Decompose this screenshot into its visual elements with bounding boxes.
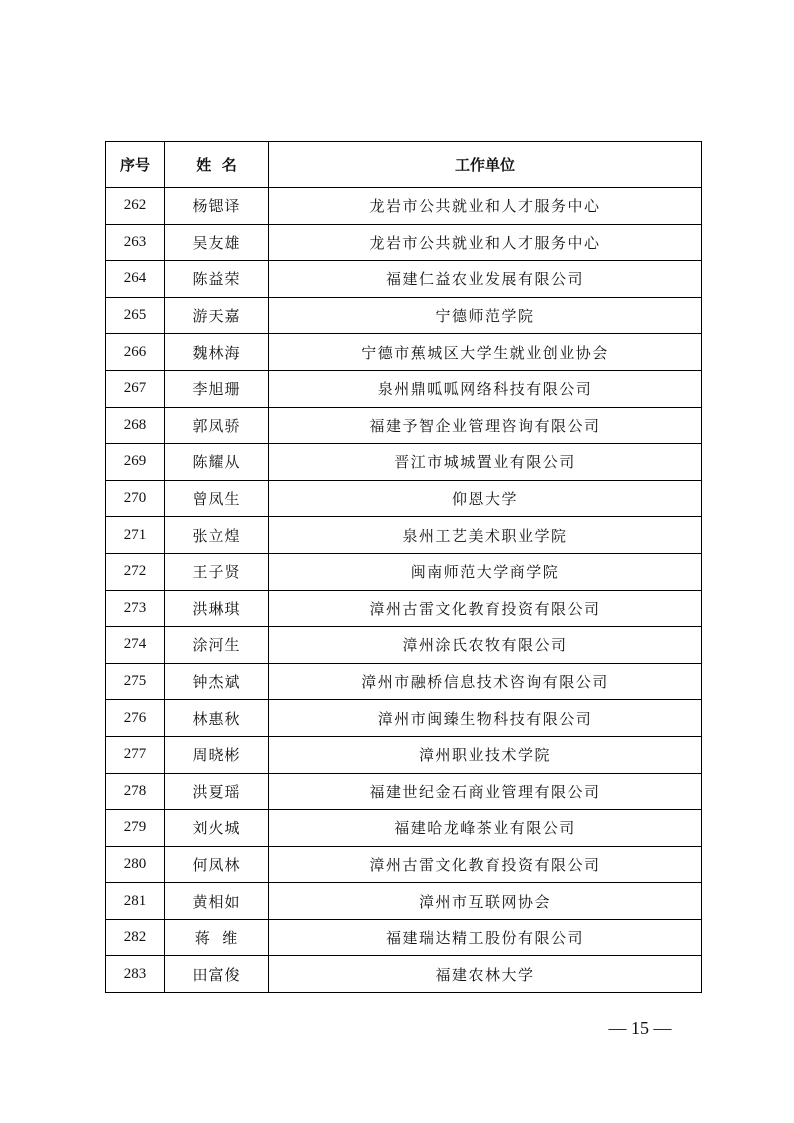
cell-name: 黄相如 [165,883,269,920]
cell-work-unit: 福建农林大学 [269,956,702,993]
cell-name: 游天嘉 [165,297,269,334]
table-row [106,407,702,444]
cell-work-unit: 晋江市城城置业有限公司 [269,444,702,481]
cell-name: 何凤林 [165,846,269,883]
table-row [106,773,702,810]
cell-serial-number: 283 [106,956,165,993]
cell-work-unit: 福建仁益农业发展有限公司 [269,261,702,298]
cell-work-unit: 宁德师范学院 [269,297,702,334]
table-row [106,261,702,298]
table-row [106,883,702,920]
cell-serial-number: 273 [106,590,165,627]
cell-name: 刘火城 [165,810,269,847]
cell-serial-number: 266 [106,334,165,371]
cell-serial-number: 278 [106,773,165,810]
table-body [106,188,702,993]
cell-serial-number: 268 [106,407,165,444]
table-row [106,334,702,371]
cell-name: 林惠秋 [165,700,269,737]
cell-name: 郭凤骄 [165,407,269,444]
table-row [106,224,702,261]
cell-work-unit: 漳州职业技术学院 [269,736,702,773]
cell-work-unit: 漳州涂氏农牧有限公司 [269,627,702,664]
table-row [106,663,702,700]
cell-work-unit: 福建哈龙峰茶业有限公司 [269,810,702,847]
table-row [106,517,702,554]
cell-name: 魏林海 [165,334,269,371]
cell-serial-number: 270 [106,480,165,517]
cell-work-unit: 泉州工艺美术职业学院 [269,517,702,554]
header-name: 姓 名 [165,142,269,188]
cell-name: 王子贤 [165,553,269,590]
header-serial-number: 序号 [106,142,165,188]
cell-name: 张立煌 [165,517,269,554]
cell-serial-number: 281 [106,883,165,920]
table-row [106,370,702,407]
table-row [106,627,702,664]
cell-work-unit: 漳州市互联网协会 [269,883,702,920]
table-row [106,188,702,225]
cell-name: 杨锶译 [165,188,269,225]
cell-name: 洪夏瑶 [165,773,269,810]
cell-serial-number: 279 [106,810,165,847]
cell-serial-number: 271 [106,517,165,554]
cell-name: 李旭珊 [165,370,269,407]
table-row [106,810,702,847]
cell-work-unit: 漳州市融桥信息技术咨询有限公司 [269,663,702,700]
table-row [106,846,702,883]
cell-work-unit: 龙岩市公共就业和人才服务中心 [269,224,702,261]
cell-serial-number: 282 [106,919,165,956]
table-row [106,919,702,956]
table-row [106,700,702,737]
cell-name: 钟杰斌 [165,663,269,700]
table-row [106,553,702,590]
cell-work-unit: 福建予智企业管理咨询有限公司 [269,407,702,444]
cell-name: 周晓彬 [165,736,269,773]
cell-name: 田富俊 [165,956,269,993]
cell-serial-number: 275 [106,663,165,700]
cell-work-unit: 仰恩大学 [269,480,702,517]
cell-serial-number: 262 [106,188,165,225]
cell-name: 陈耀从 [165,444,269,481]
table-row [106,736,702,773]
cell-name: 吴友雄 [165,224,269,261]
table-row [106,480,702,517]
page-number: — 15 — [608,1018,672,1038]
cell-work-unit: 龙岩市公共就业和人才服务中心 [269,188,702,225]
cell-work-unit: 漳州古雷文化教育投资有限公司 [269,846,702,883]
cell-serial-number: 280 [106,846,165,883]
table-header-row [106,142,702,188]
cell-work-unit: 漳州古雷文化教育投资有限公司 [269,590,702,627]
cell-serial-number: 274 [106,627,165,664]
cell-work-unit: 福建瑞达精工股份有限公司 [269,919,702,956]
cell-serial-number: 264 [106,261,165,298]
header-work-unit: 工作单位 [269,142,702,188]
roster-table [105,141,702,993]
cell-name: 涂河生 [165,627,269,664]
cell-work-unit: 福建世纪金石商业管理有限公司 [269,773,702,810]
cell-name: 蒋 维 [165,919,269,956]
cell-serial-number: 277 [106,736,165,773]
cell-serial-number: 272 [106,553,165,590]
cell-work-unit: 漳州市闽臻生物科技有限公司 [269,700,702,737]
cell-serial-number: 263 [106,224,165,261]
table-row [106,590,702,627]
cell-work-unit: 宁德市蕉城区大学生就业创业协会 [269,334,702,371]
cell-name: 洪琳琪 [165,590,269,627]
table-row [106,956,702,993]
cell-name: 曾凤生 [165,480,269,517]
cell-serial-number: 276 [106,700,165,737]
table-row [106,444,702,481]
table-row [106,297,702,334]
cell-work-unit: 泉州鼎呱呱网络科技有限公司 [269,370,702,407]
cell-serial-number: 265 [106,297,165,334]
cell-serial-number: 267 [106,370,165,407]
cell-serial-number: 269 [106,444,165,481]
cell-work-unit: 闽南师范大学商学院 [269,553,702,590]
cell-name: 陈益荣 [165,261,269,298]
